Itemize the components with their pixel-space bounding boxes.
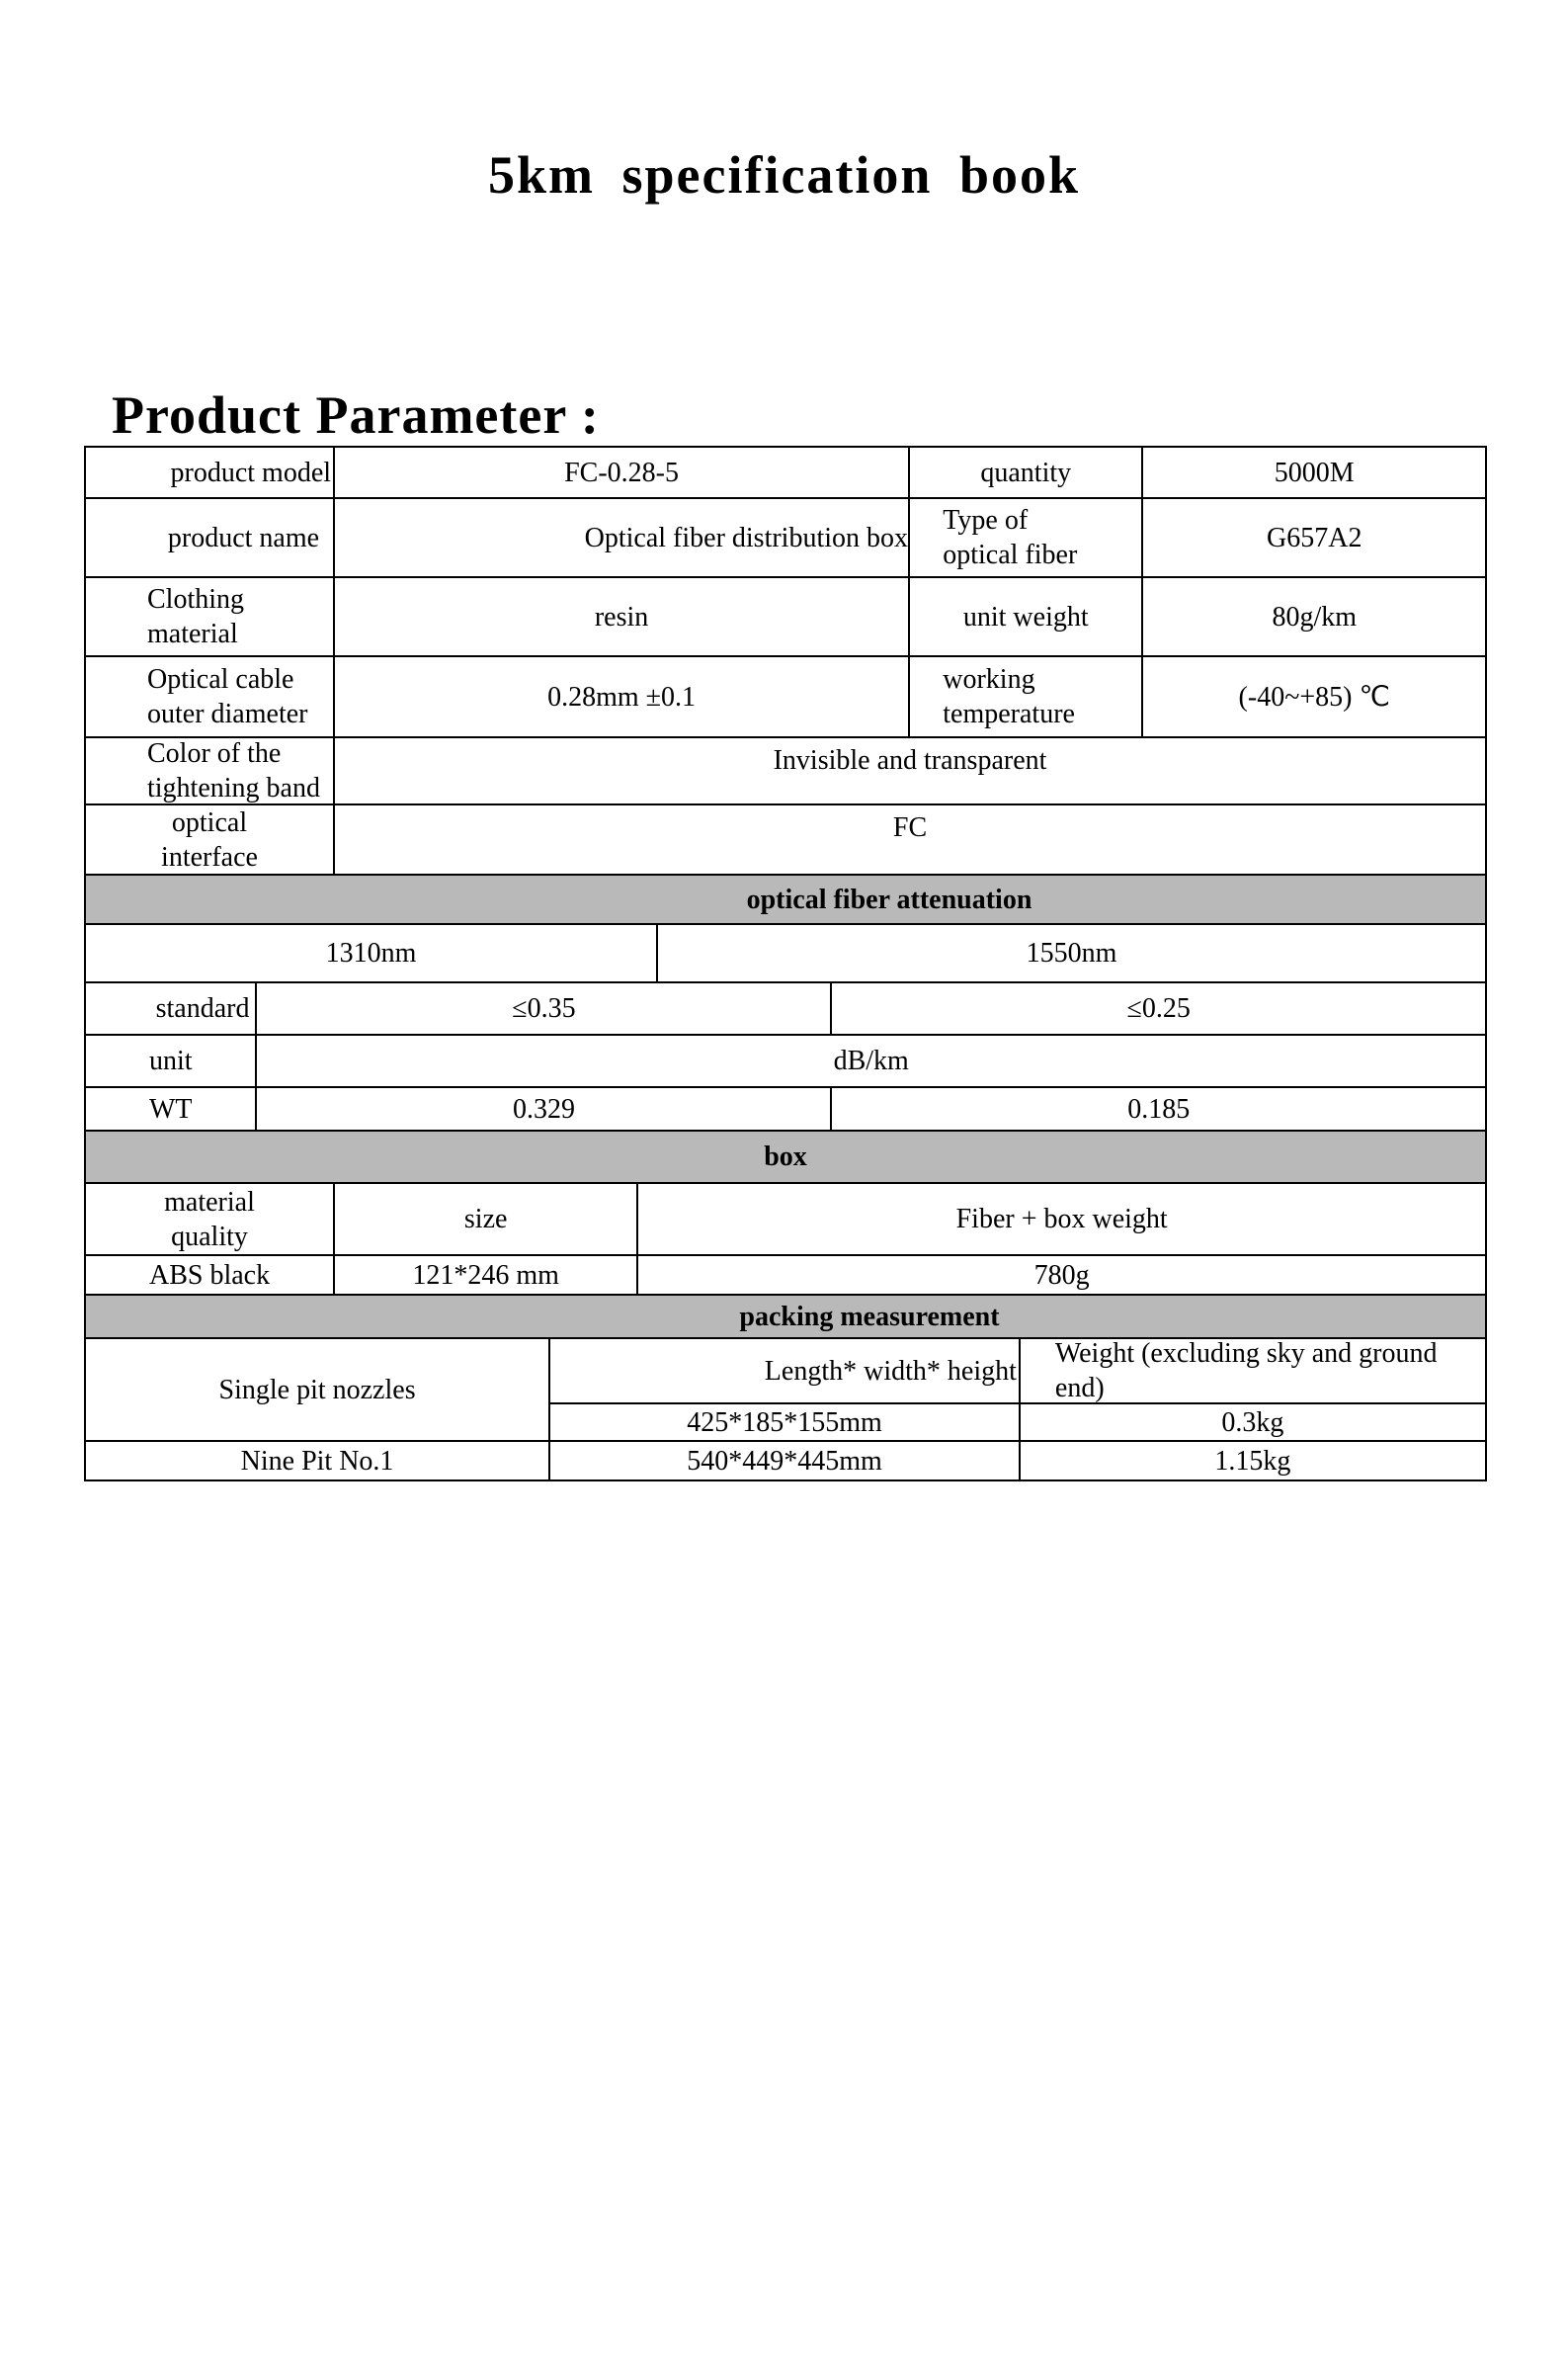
standard-1550: ≤0.25: [1126, 993, 1191, 1024]
single-pit-size: 425*185*155mm: [550, 1404, 1021, 1440]
section-header-box: [86, 1132, 1485, 1184]
packing-size-col-label: Length* width* height: [550, 1339, 1021, 1402]
row-cable-diameter: [86, 657, 1485, 738]
size-label: size: [335, 1184, 638, 1254]
single-pit-subrows: [550, 1339, 1485, 1440]
nine-pit-size: 540*449*445mm: [550, 1442, 1021, 1479]
row-optical-interface: [86, 805, 1485, 876]
box-header-text: box: [764, 1141, 807, 1172]
row-unit: [86, 1036, 1485, 1088]
row-nine-pit: [86, 1442, 1485, 1479]
wt-1310: 0.329: [257, 1088, 832, 1130]
unit-weight-value: 80g/km: [1272, 601, 1358, 633]
row-box-values: [86, 1256, 1485, 1296]
doc-title: 5km specification book: [487, 145, 1081, 205]
working-temperature-label: working temperature: [910, 657, 1143, 736]
clothing-material-value: resin: [335, 578, 910, 655]
section-header-attenuation: [86, 876, 1485, 925]
row-tightening-band: [86, 738, 1485, 805]
row-wt: [86, 1088, 1485, 1132]
cable-diameter-value: 0.28mm ±0.1: [335, 657, 910, 736]
row-standard: [86, 983, 1485, 1036]
optical-interface-value: FC: [892, 812, 928, 843]
packing-header-row: [550, 1339, 1485, 1404]
fiber-type-value: G657A2: [1267, 522, 1362, 553]
fiber-type-label: Type of optical fiber: [910, 499, 1143, 576]
fiber-box-weight-value: 780g: [1033, 1259, 1090, 1291]
section-heading: Product Parameter :: [112, 385, 600, 445]
fiber-box-weight-label: Fiber + box weight: [955, 1204, 1168, 1234]
cable-diameter-label: Optical cable outer diameter: [86, 657, 335, 736]
section-header-packing: [86, 1296, 1485, 1339]
quantity-value: 5000M: [1274, 457, 1355, 488]
quantity-label: quantity: [910, 448, 1143, 497]
wt-label: WT: [86, 1088, 257, 1130]
single-pit-weight: 0.3kg: [1221, 1406, 1284, 1438]
unit-weight-label: unit weight: [910, 578, 1143, 655]
row-clothing-material: [86, 578, 1485, 657]
nine-pit-label: Nine Pit No.1: [86, 1442, 550, 1479]
product-model-value: FC-0.28-5: [335, 448, 910, 497]
working-temperature-value: (-40~+85) ℃: [1238, 681, 1390, 713]
packing-weight-col-label: Weight (excluding sky and ground end): [1054, 1339, 1438, 1402]
unit-label: unit: [86, 1036, 257, 1086]
single-pit-values-row: [550, 1404, 1485, 1440]
row-single-pit: [86, 1339, 1485, 1442]
tightening-band-value: Invisible and transparent: [773, 745, 1047, 776]
tightening-band-label: Color of the tightening band: [86, 738, 335, 803]
wavelength-1550: 1550nm: [1026, 938, 1117, 969]
row-product-name: [86, 499, 1485, 578]
unit-value: dB/km: [833, 1046, 909, 1076]
standard-label: standard: [86, 983, 257, 1034]
clothing-material-label: Clothing material: [86, 578, 335, 655]
product-model-label: product model: [86, 448, 335, 497]
product-parameter-table: [84, 446, 1487, 1481]
optical-interface-label: optical interface: [86, 805, 335, 874]
material-quality-label: material quality: [86, 1184, 335, 1254]
row-product-model: [86, 448, 1485, 499]
standard-1310: ≤0.35: [257, 983, 832, 1034]
single-pit-label: Single pit nozzles: [86, 1339, 550, 1440]
material-quality-value: ABS black: [86, 1256, 335, 1294]
wt-1550: 0.185: [1127, 1093, 1191, 1125]
product-name-value: Optical fiber distribution box: [335, 499, 910, 576]
attenuation-header-text: optical fiber attenuation: [746, 884, 1032, 915]
product-name-label: product name: [86, 499, 335, 576]
row-box-columns: [86, 1184, 1485, 1256]
row-wavelengths: [86, 925, 1485, 983]
nine-pit-weight: 1.15kg: [1214, 1445, 1291, 1477]
wavelength-1310: 1310nm: [86, 925, 658, 981]
size-value: 121*246 mm: [335, 1256, 638, 1294]
packing-header-text: packing measurement: [739, 1301, 1000, 1332]
